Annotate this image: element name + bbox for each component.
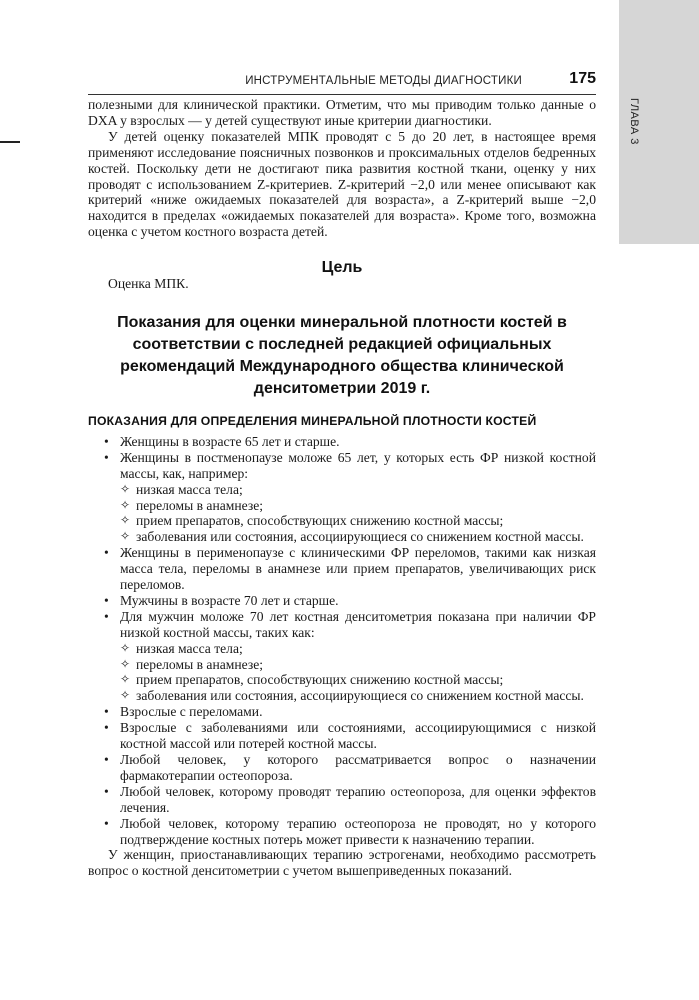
- sub-list-item: ✧ низкая масса тела;: [136, 641, 596, 657]
- goal-heading: Цель: [321, 259, 363, 277]
- list-item: • Женщины в возрасте 65 лет и старше.: [120, 434, 596, 450]
- list-item: • Женщины в постменопаузе моложе 65 лет, у которых есть ФР низкой костной массы, как, например: ✧ низкая масса тела; ✧ переломы в анамнезе; ✧ прием препаратов, способствующих снижению костной массы; ✧ заболевания или состояния, ассоциирующиеся со снижением костной массы.: [120, 450, 596, 545]
- intro-paragraph-1: полезными для клинической практики. Отметим, что мы приводим только данные о DXA у взрослых — у детей существуют иные критерии диагностики.: [88, 97, 596, 128]
- list-item: • Взрослые с переломами.: [120, 704, 596, 720]
- goal-text: Оценка МПК.: [108, 276, 189, 292]
- sub-list-item: ✧ переломы в анамнезе;: [136, 498, 596, 514]
- indications-subheading: ПОКАЗАНИЯ ДЛЯ ОПРЕДЕЛЕНИЯ МИНЕРАЛЬНОЙ ПЛОТНОСТИ КОСТЕЙ: [88, 413, 537, 428]
- list-item: • Любой человек, которому терапию остеопороза не проводят, но у которого подтверждение костных потерь может привести к назначению терапии.: [120, 816, 596, 848]
- indications-list: [88, 434, 596, 848]
- list-item: • Любой человек, которому проводят терапию остеопороза, для оценки эффектов лечения.: [120, 784, 596, 816]
- sub-list-item: ✧ прием препаратов, способствующих снижению костной массы;: [136, 672, 596, 688]
- running-header: [88, 70, 596, 95]
- sub-list-item: ✧ низкая масса тела;: [136, 482, 596, 498]
- list-item: • Любой человек, у которого рассматривается вопрос о назначении фармакотерапии остеопороза.: [120, 752, 596, 784]
- running-title: ИНСТРУМЕНТАЛЬНЫЕ МЕТОДЫ ДИАГНОСТИКИ: [245, 75, 522, 87]
- sub-list-item: ✧ прием препаратов, способствующих снижению костной массы;: [136, 513, 596, 529]
- page-number: 175: [569, 70, 596, 87]
- list-item: • Мужчины в возрасте 70 лет и старше.: [120, 593, 596, 609]
- sub-list-item: ✧ заболевания или состояния, ассоциирующиеся со снижением костной массы.: [136, 688, 596, 704]
- sub-list-item: ✧ переломы в анамнезе;: [136, 657, 596, 673]
- margin-mark: [0, 141, 20, 143]
- page-content: [88, 97, 596, 879]
- intro-paragraph-2: У детей оценку показателей МПК проводят с 5 до 20 лет, в настоящее время применяют исследование поясничных позвонков и проксимальных отделов бедренных костей. Поскольку дети не достигают пика развития костной ткани, оценку у них проводят с использованием Z-критериев. Z-критерий −2,0 или менее описывают как критерий «ниже ожидаемых показателей для возраста», а Z-критерий выше −2,0 находится в пределах «ожидаемых показателей для возраста». Кроме того, возможна оценка с учетом костного возраста детей.: [88, 128, 596, 240]
- list-item: • Для мужчин моложе 70 лет костная денситометрия показана при наличии ФР низкой костной массы, таких как: ✧ низкая масса тела; ✧ переломы в анамнезе; ✧ прием препаратов, способствующих снижению костной массы; ✧ заболевания или состояния, ассоциирующиеся со снижением костной массы.: [120, 609, 596, 704]
- final-paragraph: У женщин, приостанавливающих терапию эстрогенами, необходимо рассмотреть вопрос о костной денситометрии с учетом вышеприведенных показаний.: [88, 847, 596, 879]
- indications-heading: Показания для оценки минеральной плотности костей в соответствии с последней редакцией официальных рекомендаций Международного общества клинической денситометрии 2019 г.: [117, 313, 567, 397]
- women-risk-factors-list: [120, 482, 596, 546]
- sub-list-item: ✧ заболевания или состояния, ассоциирующиеся со снижением костной массы.: [136, 529, 596, 545]
- chapter-tab-label: ГЛАВА 3: [628, 98, 640, 145]
- list-item: • Взрослые с заболеваниями или состояниями, ассоциирующимися с низкой костной массой или потерей костной массы.: [120, 720, 596, 752]
- men-risk-factors-list: [120, 641, 596, 705]
- list-item: • Женщины в перименопаузе с клиническими ФР переломов, такими как низкая масса тела, переломы в анамнезе или прием препаратов, увеличивающих риск переломов.: [120, 545, 596, 593]
